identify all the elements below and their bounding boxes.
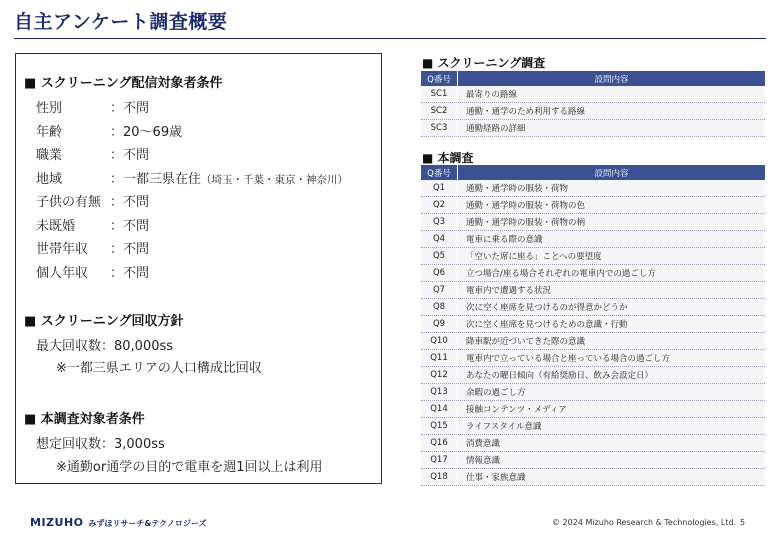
condition-value: ：不問	[110, 218, 150, 234]
condition-label: 未既婚	[36, 218, 76, 234]
condition-row	[36, 191, 149, 210]
page-number: 5	[740, 518, 746, 527]
condition-row	[36, 121, 182, 140]
main-survey-table	[421, 165, 765, 486]
question-number: Q3	[421, 214, 458, 231]
condition-value: ：不問	[110, 101, 150, 116]
condition-row	[36, 215, 149, 234]
table-row	[421, 316, 765, 333]
table-row	[421, 350, 765, 367]
question-number: Q18	[421, 469, 458, 486]
table-row	[421, 103, 765, 120]
question-content: 通勤・通学時の服装・荷物の柄	[458, 214, 766, 231]
screening-conditions-heading: ■ スクリーニング配信対象者条件	[24, 76, 223, 91]
column-header-content: 設問内容	[458, 165, 766, 180]
table-row	[421, 231, 765, 248]
table-row	[421, 299, 765, 316]
table-row	[421, 333, 765, 350]
question-number: Q9	[421, 316, 458, 333]
condition-note: （埼玉・千葉・東京・神奈川）	[201, 173, 349, 186]
condition-label: 地域	[36, 171, 63, 187]
table-row	[421, 214, 765, 231]
table-row	[421, 367, 765, 384]
condition-value: ：不問	[110, 242, 150, 257]
question-content: 最寄りの路線	[458, 86, 766, 103]
question-content: 仕事・家族意識	[458, 469, 766, 486]
column-header-content: 設問内容	[458, 71, 766, 86]
question-content: あなたの曜日傾向（有給奨励日、飲み会設定日）	[458, 367, 766, 384]
question-content: 余暇の過ごし方	[458, 384, 766, 401]
condition-label: 性別	[36, 101, 63, 116]
table-row	[421, 86, 765, 103]
main-table-heading: ■ 本調査	[422, 151, 474, 165]
question-number: Q7	[421, 282, 458, 299]
copyright: © 2024 Mizuho Research & Technologies, Ltd.	[552, 518, 737, 527]
condition-row	[36, 168, 348, 187]
conditions-panel	[15, 53, 382, 484]
question-content: ライフスタイル意識	[458, 418, 766, 435]
question-number: Q12	[421, 367, 458, 384]
screening-table	[421, 71, 765, 137]
main-survey-note: ※通勤or通学の目的で電車を週1回以上は利用	[56, 460, 323, 475]
question-content: 消費意識	[458, 435, 766, 452]
condition-row	[36, 262, 149, 281]
table-row	[421, 452, 765, 469]
question-number: Q17	[421, 452, 458, 469]
condition-label: 世帯年収	[36, 242, 89, 257]
condition-label: 個人年収	[36, 265, 89, 281]
question-content: 通勤・通学時の服装・荷物	[458, 180, 766, 197]
collection-policy-note: ※一都三県エリアの人口構成比回収	[56, 361, 262, 376]
condition-row	[36, 97, 149, 116]
question-content: 通勤・通学時の服装・荷物の色	[458, 197, 766, 214]
column-header-qno: Q番号	[421, 71, 458, 86]
question-content: 電車内で立っている場合と座っている場合の過ごし方	[458, 350, 766, 367]
company-logo	[30, 516, 206, 529]
question-content: 立つ場合/座る場合それぞれの電車内での過ごし方	[458, 265, 766, 282]
question-content: 通勤・通学のため利用する路線	[458, 103, 766, 120]
question-content: 次に空く座席を見つけるための意識・行動	[458, 316, 766, 333]
condition-value: ：不問	[110, 265, 150, 281]
condition-row	[36, 238, 149, 257]
question-number: Q1	[421, 180, 458, 197]
condition-value: ：不問	[110, 195, 150, 210]
question-content: 情報意識	[458, 452, 766, 469]
question-content: 通勤経路の詳細	[458, 120, 766, 137]
condition-value: ：不問	[110, 148, 150, 163]
title-divider	[14, 38, 766, 39]
screening-table-heading: ■ スクリーニング調査	[422, 56, 546, 70]
question-number: SC3	[421, 120, 458, 137]
question-number: Q4	[421, 231, 458, 248]
question-number: Q15	[421, 418, 458, 435]
condition-label: 年齢	[36, 124, 63, 140]
question-number: Q11	[421, 350, 458, 367]
question-number: Q14	[421, 401, 458, 418]
main-survey-heading: ■ 本調査対象者条件	[24, 412, 145, 427]
question-number: Q2	[421, 197, 458, 214]
condition-label: 子供の有無	[36, 195, 102, 210]
question-content: 接触コンテンツ・メディア	[458, 401, 766, 418]
table-row	[421, 384, 765, 401]
question-number: Q13	[421, 384, 458, 401]
question-content: 「空いた席に座る」ことへの要望度	[458, 248, 766, 265]
condition-row	[36, 144, 149, 163]
question-content: 電車内で遭遇する状況	[458, 282, 766, 299]
question-number: Q5	[421, 248, 458, 265]
table-row	[421, 197, 765, 214]
question-number: SC2	[421, 103, 458, 120]
table-row	[421, 120, 765, 137]
expected-collection: 想定回収数：3,000ss	[36, 437, 165, 452]
table-row	[421, 282, 765, 299]
question-number: SC1	[421, 86, 458, 103]
question-content: 電車に乗る際の意識	[458, 231, 766, 248]
question-number: Q6	[421, 265, 458, 282]
question-number: Q10	[421, 333, 458, 350]
condition-label: 職業	[36, 148, 63, 163]
page-title: 自主アンケート調査概要	[14, 11, 228, 33]
table-row	[421, 435, 765, 452]
question-number: Q16	[421, 435, 458, 452]
table-row	[421, 265, 765, 282]
question-content: 次に空く座席を見つけるのが得意かどうか	[458, 299, 766, 316]
question-number: Q8	[421, 299, 458, 316]
table-row	[421, 180, 765, 197]
table-row	[421, 418, 765, 435]
max-collection: 最大回収数：80,000ss	[36, 339, 174, 354]
brand-name: MIZUHO	[30, 516, 84, 529]
column-header-qno: Q番号	[421, 165, 458, 180]
question-content: 降車駅が近づいてきた際の意識	[458, 333, 766, 350]
collection-policy-heading: ■ スクリーニング回収方針	[24, 314, 184, 329]
table-row	[421, 248, 765, 265]
company-name: みずほリサーチ&テクノロジーズ	[88, 519, 207, 528]
condition-value: ：20〜69歳	[110, 124, 183, 140]
table-row	[421, 401, 765, 418]
table-row	[421, 469, 765, 486]
condition-value: ：一都三県在住	[110, 171, 202, 187]
